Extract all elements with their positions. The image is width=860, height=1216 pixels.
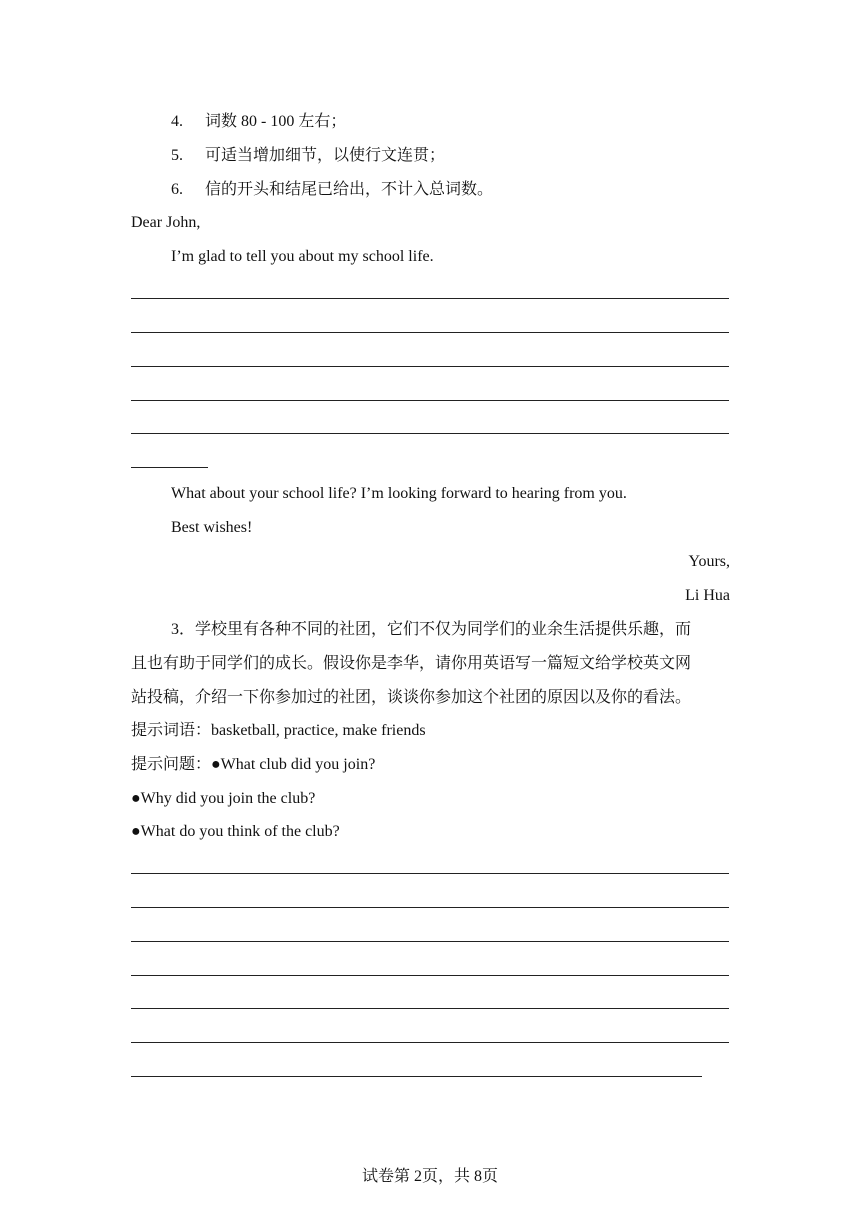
requirement-text: 可适当增加细节，以使行文连贯；	[205, 147, 446, 164]
answer-line[interactable]	[131, 975, 729, 976]
requirement-item	[171, 112, 346, 132]
answer-line[interactable]	[131, 907, 729, 908]
letter-closing-question: What about your school life? I’m looking forward to hearing from you.	[171, 485, 627, 502]
requirement-number: 4.	[171, 113, 183, 130]
letter-signoff: Yours,	[688, 553, 730, 570]
letter-signature: Li Hua	[685, 587, 730, 604]
requirement-number: 6.	[171, 181, 183, 198]
hint-question: ●What do you think of the club?	[131, 823, 340, 840]
answer-line[interactable]	[131, 1076, 702, 1077]
letter-opening: I’m glad to tell you about my school life.	[171, 248, 434, 265]
answer-line[interactable]	[131, 400, 729, 401]
task-paragraph: 3．学校里有各种不同的社团，它们不仅为同学们的业余生活提供乐趣，而	[171, 621, 692, 638]
answer-line[interactable]	[131, 433, 729, 434]
requirement-item	[171, 146, 445, 166]
requirement-item	[171, 180, 493, 200]
answer-line[interactable]	[131, 298, 729, 299]
letter-greeting: Dear John,	[131, 214, 201, 231]
requirement-text: 词数 80 - 100 左右；	[205, 113, 347, 130]
requirement-number: 5.	[171, 147, 183, 164]
page-footer: 试卷第 2页，共 8页	[361, 1168, 498, 1185]
requirement-text: 信的开头和结尾已给出，不计入总词数。	[205, 181, 494, 198]
task-paragraph: 且也有助于同学们的成长。假设你是李华，请你用英语写一篇短文给学校英文网	[131, 655, 692, 672]
answer-line[interactable]	[131, 1042, 729, 1043]
hint-words: 提示词语：basketball, practice, make friends	[131, 722, 426, 739]
answer-line[interactable]	[131, 332, 729, 333]
task-paragraph: 站投稿，介绍一下你参加过的社团，谈谈你参加这个社团的原因以及你的看法。	[131, 689, 692, 706]
letter-wishes: Best wishes!	[171, 519, 253, 536]
hint-question: 提示问题：●What club did you join?	[131, 756, 376, 773]
hint-question: ●Why did you join the club?	[131, 790, 316, 807]
answer-line-short[interactable]	[131, 467, 208, 468]
answer-line[interactable]	[131, 941, 729, 942]
answer-line[interactable]	[131, 1008, 729, 1009]
answer-line[interactable]	[131, 366, 729, 367]
answer-line[interactable]	[131, 873, 729, 874]
